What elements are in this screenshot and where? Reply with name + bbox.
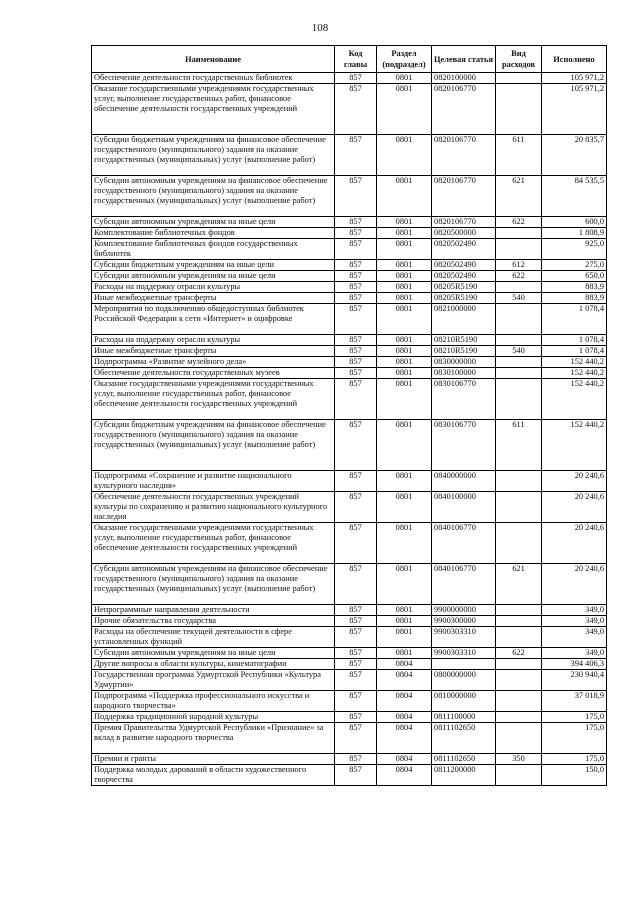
row-section: 0804: [377, 765, 432, 786]
row-name: Подпрограмма «Развитие музейного дела»: [92, 357, 335, 368]
row-code: 857: [335, 260, 377, 271]
row-section: 0801: [377, 282, 432, 293]
table-row: [92, 357, 607, 368]
row-code: 857: [335, 217, 377, 228]
table-row: [92, 712, 607, 723]
row-code: 857: [335, 420, 377, 471]
row-name: Поддержка молодых дарований в области художественного творчества: [92, 765, 335, 786]
row-article: 0811102650: [432, 723, 496, 754]
row-section: 0804: [377, 670, 432, 691]
row-executed: 600,0: [542, 217, 607, 228]
table-row: [92, 239, 607, 260]
row-type: 612: [496, 260, 542, 271]
row-name: Оказание государственными учреждениями государственных услуг, выполнение государственных работ, финансовое обеспечение деятельности государственных учреждений: [92, 523, 335, 564]
row-code: 857: [335, 492, 377, 523]
row-executed: 150,0: [542, 765, 607, 786]
row-article: 08205R5190: [432, 282, 496, 293]
row-code: 857: [335, 282, 377, 293]
row-section: 0801: [377, 616, 432, 627]
row-code: 857: [335, 335, 377, 346]
row-name: Обеспечение деятельности государственных учреждений культуры по сохранению и развитию национального культурного наследия: [92, 492, 335, 523]
row-code: 857: [335, 271, 377, 282]
table-row: [92, 304, 607, 335]
row-article: 9900303310: [432, 627, 496, 648]
row-name: Комплектование библиотечных фондов: [92, 228, 335, 239]
row-name: Комплектование библиотечных фондов государственных библиотек: [92, 239, 335, 260]
row-article: 0820500000: [432, 228, 496, 239]
row-article: 0830000000: [432, 357, 496, 368]
row-name: Иные межбюджетные трансферты: [92, 346, 335, 357]
row-type: 621: [496, 176, 542, 217]
row-name: Субсидии автономным учреждениям на иные цели: [92, 271, 335, 282]
table-row: [92, 282, 607, 293]
row-type: 622: [496, 271, 542, 282]
row-article: 0840106770: [432, 564, 496, 605]
row-type: [496, 492, 542, 523]
header-executed: Исполнено: [542, 46, 607, 73]
row-name: Другие вопросы в области культуры, кинематографии: [92, 659, 335, 670]
row-article: 0820502490: [432, 271, 496, 282]
row-code: 857: [335, 368, 377, 379]
table-row: [92, 346, 607, 357]
row-type: [496, 471, 542, 492]
row-article: 0820100000: [432, 73, 496, 84]
row-code: 857: [335, 691, 377, 712]
row-type: 622: [496, 217, 542, 228]
row-code: 857: [335, 627, 377, 648]
row-type: [496, 282, 542, 293]
row-article: 08210R5190: [432, 335, 496, 346]
row-type: [496, 605, 542, 616]
row-executed: 152 440,2: [542, 357, 607, 368]
row-article: 0811102650: [432, 754, 496, 765]
row-article: 9900000000: [432, 605, 496, 616]
row-name: Субсидии бюджетным учреждениям на иные цели: [92, 260, 335, 271]
row-name: Расходы на поддержку отрасли культуры: [92, 335, 335, 346]
row-type: [496, 523, 542, 564]
row-code: 857: [335, 564, 377, 605]
header-code: Код главы: [335, 46, 377, 73]
table-row: [92, 271, 607, 282]
row-executed: 20 240,6: [542, 492, 607, 523]
page-number: 108: [311, 22, 329, 34]
row-code: 857: [335, 228, 377, 239]
row-executed: 925,0: [542, 239, 607, 260]
row-executed: 349,0: [542, 605, 607, 616]
row-executed: 394 406,3: [542, 659, 607, 670]
row-code: 857: [335, 659, 377, 670]
row-name: Обеспечение деятельности государственных музеев: [92, 368, 335, 379]
row-code: 857: [335, 135, 377, 176]
row-article: 0810000000: [432, 691, 496, 712]
table-row: [92, 492, 607, 523]
row-code: 857: [335, 605, 377, 616]
table-row: [92, 217, 607, 228]
row-type: 540: [496, 293, 542, 304]
row-article: 0830106770: [432, 379, 496, 420]
row-section: 0801: [377, 239, 432, 260]
row-type: [496, 239, 542, 260]
row-section: 0804: [377, 659, 432, 670]
row-section: 0801: [377, 368, 432, 379]
row-code: 857: [335, 712, 377, 723]
row-name: Поддержка традиционной народной культуры: [92, 712, 335, 723]
row-code: 857: [335, 765, 377, 786]
row-article: [432, 659, 496, 670]
header-section: Раздел (подраздел): [377, 46, 432, 73]
row-name: Субсидии бюджетным учреждениям на финансовое обеспечение государственного (муниципального) задания на оказание государственных (муниципальных) услуг (выполнение работ): [92, 420, 335, 471]
row-executed: 105 971,2: [542, 73, 607, 84]
row-article: 0830106770: [432, 420, 496, 471]
row-section: 0804: [377, 712, 432, 723]
row-type: [496, 357, 542, 368]
row-section: 0801: [377, 471, 432, 492]
row-section: 0804: [377, 723, 432, 754]
row-article: 0800000000: [432, 670, 496, 691]
row-section: 0801: [377, 492, 432, 523]
row-type: [496, 368, 542, 379]
row-article: 0820106770: [432, 84, 496, 135]
budget-table: [91, 45, 607, 786]
row-section: 0804: [377, 754, 432, 765]
row-section: 0801: [377, 260, 432, 271]
table-row: [92, 659, 607, 670]
row-executed: 152 440,2: [542, 368, 607, 379]
row-executed: 84 535,5: [542, 176, 607, 217]
row-executed: 152 440,2: [542, 379, 607, 420]
row-executed: 1 078,4: [542, 335, 607, 346]
row-section: 0804: [377, 691, 432, 712]
row-type: 622: [496, 648, 542, 659]
table-row: [92, 293, 607, 304]
row-article: 0820502490: [432, 239, 496, 260]
row-type: 350: [496, 754, 542, 765]
row-code: 857: [335, 754, 377, 765]
table-row: [92, 471, 607, 492]
table-row: [92, 368, 607, 379]
row-name: Прочие обязательства государства: [92, 616, 335, 627]
row-article: 0811200000: [432, 765, 496, 786]
table-header-row: [92, 46, 607, 73]
row-code: 857: [335, 670, 377, 691]
row-section: 0801: [377, 293, 432, 304]
header-type: Вид расходов: [496, 46, 542, 73]
table-row: [92, 84, 607, 135]
row-section: 0801: [377, 627, 432, 648]
row-article: 08210R5190: [432, 346, 496, 357]
row-section: 0801: [377, 335, 432, 346]
row-executed: 1 078,4: [542, 346, 607, 357]
table-row: [92, 648, 607, 659]
row-name: Премии и гранты: [92, 754, 335, 765]
row-name: Государственная программа Удмуртской Республики «Культура Удмуртии»: [92, 670, 335, 691]
row-code: 857: [335, 84, 377, 135]
row-code: 857: [335, 346, 377, 357]
row-name: Мероприятия по подключению общедоступных библиотек Российской Федерации к сети «Интернет» и оцифровке: [92, 304, 335, 335]
row-article: 0840106770: [432, 523, 496, 564]
table-row: [92, 754, 607, 765]
row-type: 540: [496, 346, 542, 357]
row-type: [496, 84, 542, 135]
row-code: 857: [335, 723, 377, 754]
table-row: [92, 73, 607, 84]
row-type: [496, 73, 542, 84]
row-name: Иные межбюджетные трансферты: [92, 293, 335, 304]
row-type: [496, 228, 542, 239]
row-type: 611: [496, 135, 542, 176]
row-section: 0801: [377, 271, 432, 282]
row-article: 9900303310: [432, 648, 496, 659]
row-executed: 275,0: [542, 260, 607, 271]
table-row: [92, 723, 607, 754]
row-executed: 152 440,2: [542, 420, 607, 471]
row-article: 0820106770: [432, 217, 496, 228]
row-executed: 175,0: [542, 712, 607, 723]
row-section: 0801: [377, 605, 432, 616]
row-code: 857: [335, 239, 377, 260]
row-section: 0801: [377, 379, 432, 420]
row-code: 857: [335, 304, 377, 335]
row-name: Расходы на поддержку отрасли культуры: [92, 282, 335, 293]
row-type: [496, 304, 542, 335]
table-row: [92, 523, 607, 564]
row-article: 0820106770: [432, 135, 496, 176]
row-article: 0840000000: [432, 471, 496, 492]
table-row: [92, 135, 607, 176]
row-code: 857: [335, 471, 377, 492]
row-section: 0801: [377, 176, 432, 217]
table-row: [92, 691, 607, 712]
row-executed: 883,9: [542, 293, 607, 304]
row-section: 0801: [377, 564, 432, 605]
table-row: [92, 627, 607, 648]
row-section: 0801: [377, 84, 432, 135]
row-type: [496, 712, 542, 723]
row-name: Подпрограмма «Поддержка профессионального искусства и народного творчества»: [92, 691, 335, 712]
row-name: Расходы на обеспечение текущей деятельности в сфере установленных функций: [92, 627, 335, 648]
row-type: [496, 627, 542, 648]
row-executed: 20 835,7: [542, 135, 607, 176]
table-row: [92, 616, 607, 627]
row-code: 857: [335, 379, 377, 420]
table-row: [92, 564, 607, 605]
row-code: 857: [335, 73, 377, 84]
row-executed: 1 808,9: [542, 228, 607, 239]
row-type: [496, 670, 542, 691]
row-section: 0801: [377, 135, 432, 176]
row-code: 857: [335, 616, 377, 627]
row-article: 0830100000: [432, 368, 496, 379]
row-executed: 20 240,6: [542, 471, 607, 492]
row-executed: 20 240,6: [542, 564, 607, 605]
row-article: 08205R5190: [432, 293, 496, 304]
row-section: 0801: [377, 217, 432, 228]
row-executed: 349,0: [542, 616, 607, 627]
row-name: Оказание государственными учреждениями государственных услуг, выполнение государственных работ, финансовое обеспечение деятельности государственных учреждений: [92, 379, 335, 420]
row-name: Подпрограмма «Сохранение и развитие национального культурного наследия»: [92, 471, 335, 492]
row-executed: 1 078,4: [542, 304, 607, 335]
row-name: Субсидии бюджетным учреждениям на финансовое обеспечение государственного (муниципального) задания на оказание государственных (муниципальных) услуг (выполнение работ): [92, 135, 335, 176]
row-section: 0801: [377, 420, 432, 471]
row-code: 857: [335, 648, 377, 659]
row-article: 0821000000: [432, 304, 496, 335]
row-type: [496, 691, 542, 712]
row-article: 9900300000: [432, 616, 496, 627]
row-executed: 105 971,2: [542, 84, 607, 135]
table-row: [92, 335, 607, 346]
row-executed: 230 940,4: [542, 670, 607, 691]
row-name: Субсидии автономным учреждениям на финансовое обеспечение государственного (муниципального) задания на оказание государственных (муниципальных) услуг (выполнение работ): [92, 564, 335, 605]
header-name: Наименование: [92, 46, 335, 73]
row-section: 0801: [377, 523, 432, 564]
row-type: [496, 335, 542, 346]
row-name: Оказание государственными учреждениями государственных услуг, выполнение государственных работ, финансовое обеспечение деятельности государственных учреждений: [92, 84, 335, 135]
row-executed: 175,0: [542, 754, 607, 765]
row-type: 621: [496, 564, 542, 605]
table-row: [92, 379, 607, 420]
row-type: [496, 765, 542, 786]
table-row: [92, 420, 607, 471]
row-section: 0801: [377, 304, 432, 335]
row-code: 857: [335, 293, 377, 304]
row-section: 0801: [377, 228, 432, 239]
header-article: Целевая статья: [432, 46, 496, 73]
row-name: Субсидии автономным учреждениям на финансовое обеспечение государственного (муниципального) задания на оказание государственных (муниципальных) услуг (выполнение работ): [92, 176, 335, 217]
row-section: 0801: [377, 73, 432, 84]
row-executed: 175,0: [542, 723, 607, 754]
row-article: 0820502490: [432, 260, 496, 271]
row-type: [496, 659, 542, 670]
row-type: [496, 723, 542, 754]
table-row: [92, 765, 607, 786]
row-executed: 349,0: [542, 648, 607, 659]
row-executed: 650,0: [542, 271, 607, 282]
row-name: Непрограммные направления деятельности: [92, 605, 335, 616]
row-executed: 20 240,6: [542, 523, 607, 564]
table-row: [92, 260, 607, 271]
row-name: Обеспечение деятельности государственных библиотек: [92, 73, 335, 84]
table-row: [92, 228, 607, 239]
table-row: [92, 605, 607, 616]
row-code: 857: [335, 176, 377, 217]
row-name: Субсидии автономным учреждениям на иные цели: [92, 648, 335, 659]
row-executed: 349,0: [542, 627, 607, 648]
table-row: [92, 176, 607, 217]
row-article: 0840100000: [432, 492, 496, 523]
row-type: [496, 379, 542, 420]
row-code: 857: [335, 357, 377, 368]
row-executed: 883,9: [542, 282, 607, 293]
table-row: [92, 670, 607, 691]
row-type: [496, 616, 542, 627]
row-article: 0811100000: [432, 712, 496, 723]
row-name: Премия Правительства Удмуртской Республики «Признание» за вклад в развитие народного творчества: [92, 723, 335, 754]
row-executed: 37 018,9: [542, 691, 607, 712]
row-code: 857: [335, 523, 377, 564]
row-type: 611: [496, 420, 542, 471]
row-section: 0801: [377, 357, 432, 368]
row-name: Субсидии автономным учреждениям на иные цели: [92, 217, 335, 228]
row-section: 0801: [377, 346, 432, 357]
row-article: 0820106770: [432, 176, 496, 217]
row-section: 0801: [377, 648, 432, 659]
